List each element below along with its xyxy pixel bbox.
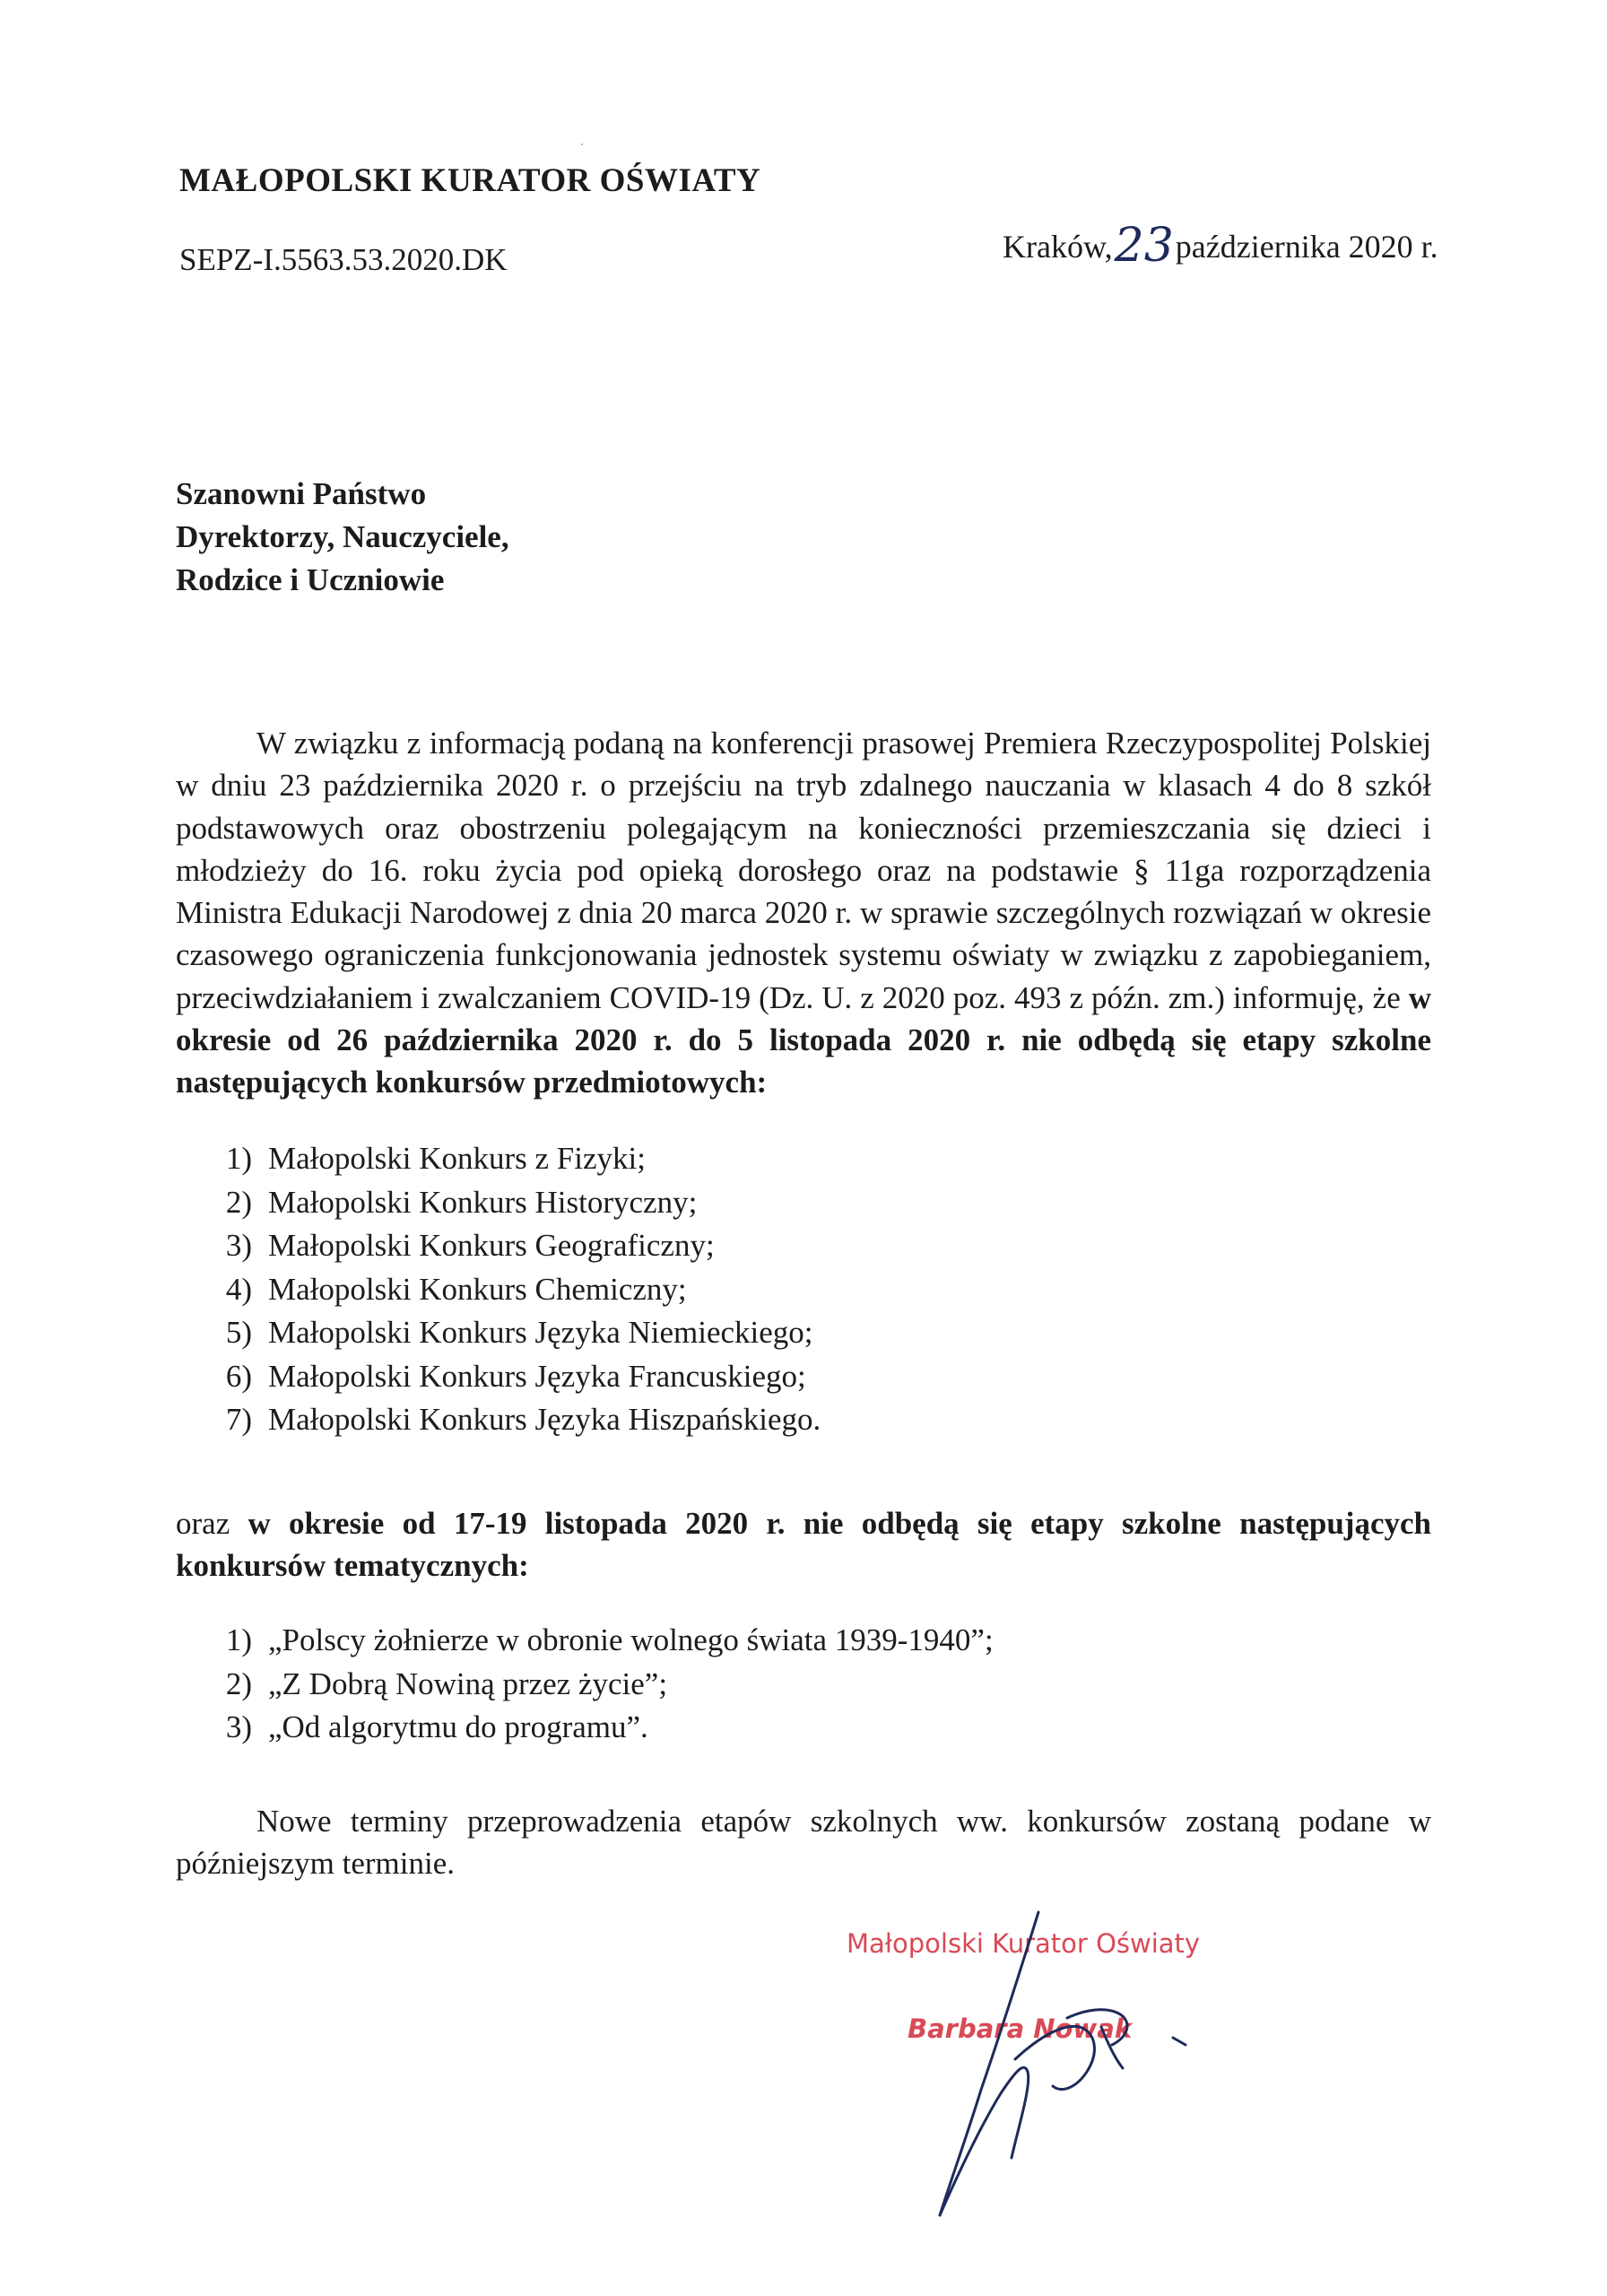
list-item: 6) Małopolski Konkurs Języka Francuskiego; bbox=[225, 1358, 806, 1394]
list-item: 4) Małopolski Konkurs Chemiczny; bbox=[225, 1271, 687, 1307]
list-item: 1) „Polscy żołnierze w obronie wolnego świata 1939-1940”; bbox=[225, 1622, 994, 1657]
list-item: 2) „Z Dobrą Nowiną przez życie”; bbox=[225, 1665, 668, 1701]
official-stamp-name: Barbara Nowak bbox=[908, 2013, 1133, 2044]
list-item: 3) Małopolski Konkurs Geograficzny; bbox=[225, 1228, 715, 1263]
list-item: 3) „Od algorytmu do programu”. bbox=[225, 1709, 648, 1744]
closing-paragraph bbox=[176, 1800, 1431, 1885]
salutation-line: Szanowni Państwo bbox=[176, 476, 427, 511]
date-city: Kraków, bbox=[1003, 229, 1113, 265]
list-item: 1) Małopolski Konkurs z Fizyki; bbox=[225, 1141, 646, 1176]
second-paragraph-bold: w okresie od 17-19 listopada 2020 r. nie odbędą się etapy szkolne następujących konkursów tematycznych: bbox=[176, 1506, 1431, 1584]
list-item: 5) Małopolski Konkurs Języka Niemieckiego; bbox=[225, 1315, 813, 1350]
main-paragraph bbox=[176, 722, 1431, 1104]
thematic-contests-list bbox=[193, 1619, 994, 1750]
scan-speck bbox=[581, 144, 583, 145]
second-paragraph bbox=[176, 1502, 1431, 1587]
document-date bbox=[1003, 215, 1438, 273]
date-day-handwritten: 23 bbox=[1114, 219, 1174, 273]
main-paragraph-bold: w okresie od 26 października 2020 r. do 5 listopada 2020 r. nie odbędą się etapy szkolne następujących konkursów przedmiotowych: bbox=[176, 979, 1431, 1100]
list-item: 2) Małopolski Konkurs Historyczny; bbox=[225, 1184, 698, 1220]
case-reference: SEPZ-I.5563.53.2020.DK bbox=[179, 242, 508, 277]
handwritten-signature bbox=[888, 1901, 1193, 2224]
list-item: 7) Małopolski Konkurs Języka Hiszpańskiego. bbox=[225, 1402, 821, 1437]
second-paragraph-prefix: oraz bbox=[176, 1506, 248, 1541]
subject-contests-list bbox=[193, 1137, 821, 1442]
salutation bbox=[176, 473, 509, 602]
salutation-line: Rodzice i Uczniowie bbox=[176, 562, 445, 597]
issuing-authority: MAŁOPOLSKI KURATOR OŚWIATY bbox=[179, 162, 761, 199]
date-month-year: października 2020 r. bbox=[1175, 229, 1438, 265]
main-paragraph-text: W związku z informacją podaną na konferencji prasowej Premiera Rzeczypospolitej Polskiej w dniu 23 października 2020 r. o przejściu na tryb zdalnego nauczania w klasach 4 do 8 szkół podstawowych oraz obostrzeniu polegającym na konieczności przemieszczania się dzieci i młodzieży do 16. roku życia pod opieką dorosłego oraz na podstawie § 11ga rozporządzenia Ministra Edukacji Narodowej z dnia 20 marca 2020 r. w sprawie szczególnych rozwiązań w okresie czasowego ograniczenia funkcjonowania jednostek systemu oświaty w związku z zapobieganiem, przeciwdziałaniem i zwalczaniem COVID-19 (Dz. U. z 2020 poz. 493 z późn. zm.) informuję, że bbox=[176, 726, 1431, 1015]
salutation-line: Dyrektorzy, Nauczyciele, bbox=[176, 519, 509, 554]
closing-paragraph-text: Nowe terminy przeprowadzenia etapów szkolnych ww. konkursów zostaną podane w późniejszym terminie. bbox=[176, 1804, 1431, 1882]
official-stamp-title: Małopolski Kurator Oświaty bbox=[847, 1928, 1201, 1959]
